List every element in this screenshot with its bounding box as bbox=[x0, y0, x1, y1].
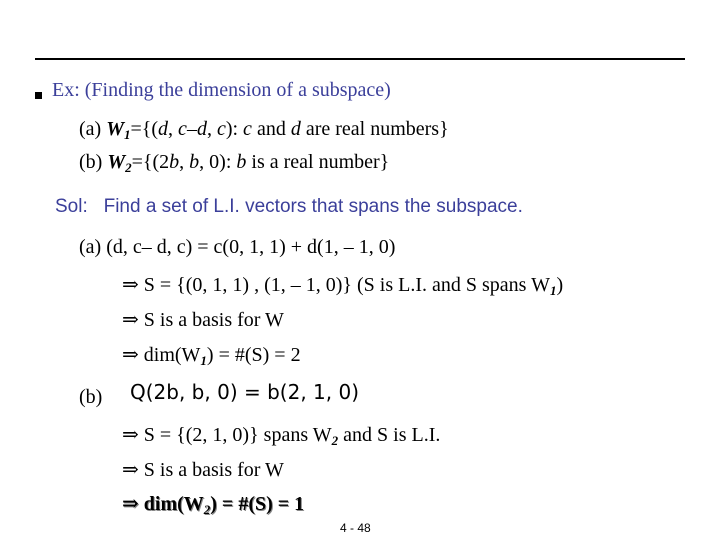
solution-b-basis-statement: ⇒ S is a basis for W bbox=[122, 459, 284, 481]
bullet-square-icon bbox=[35, 92, 42, 99]
solution-heading: Sol: Find a set of L.I. vectors that spans the subspace. bbox=[55, 196, 523, 217]
solution-a-basis: ⇒ S = {(0, 1, 1) , (1, – 1, 0)} (S is L.I. and S spans $W_1$) bbox=[122, 274, 564, 298]
solution-b-equation: Q(2b, b, 0) = b(2, 1, 0) bbox=[130, 380, 359, 404]
page-number: 4 - 48 bbox=[340, 521, 371, 535]
header-rule bbox=[35, 58, 685, 60]
solution-a-dimension: ⇒ $dim(W_1)$ = #(S) = 2 bbox=[122, 344, 301, 368]
subspace-b: (b) $W_2=\{(2b$, b, 0): b is a real number} bbox=[79, 151, 390, 175]
example-title: Ex: (Finding the dimension of a subspace) bbox=[52, 79, 391, 101]
solution-b-dimension: ⇒ $dim(W_2)$ = #(S) = 1 bbox=[122, 493, 305, 517]
solution-b-label: (b) bbox=[79, 386, 103, 408]
solution-a-basis-statement: ⇒ S is a basis for W bbox=[122, 309, 284, 331]
solution-a-equation: (a) (d, c– d, c) = c(0, 1, 1) + d(1, – 1, 0) bbox=[79, 236, 396, 258]
solution-b-spans: ⇒ S = {(2, 1, 0)} spans $W_2$ and S is L.I. bbox=[122, 424, 441, 448]
subspace-a: (a) $W_1=\{(d$, c–d, c): c and d are real numbers} bbox=[79, 118, 449, 142]
